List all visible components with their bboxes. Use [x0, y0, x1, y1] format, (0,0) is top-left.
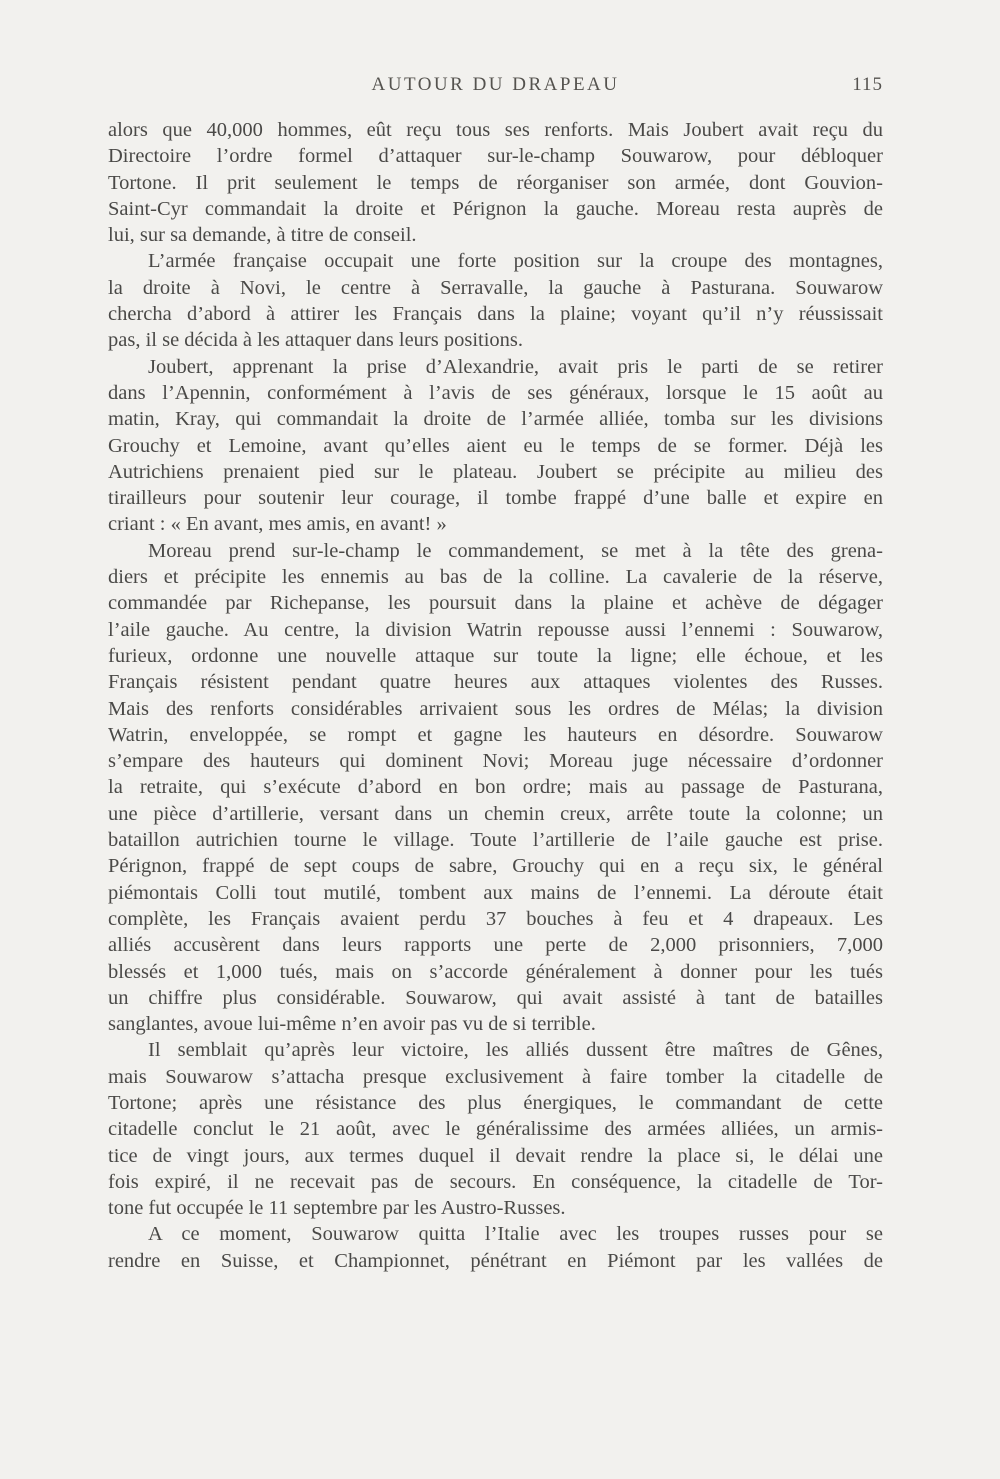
text-line: tirailleurs pour soutenir leur courage, il tombe frappé d’une balle et expire en [108, 487, 883, 510]
text-line: Moreau prend sur-le-champ le commandement, se met à la tête des grena- [148, 539, 883, 562]
text-line: diers et précipite les ennemis au bas de la colline. La cavalerie de la réserve, [108, 566, 883, 589]
text-line: Mais des renforts considérables arrivaient sous les ordres de Mélas; la division [108, 697, 883, 720]
text-line: Directoire l’ordre formel d’attaquer sur-le-champ Souwarow, pour débloquer [108, 145, 883, 168]
text-line: furieux, ordonne une nouvelle attaque sur toute la ligne; elle échoue, et les [108, 644, 883, 667]
body-text [108, 117, 883, 1274]
text-line: blessés et 1,000 tués, mais on s’accorde généralement à donner pour les tués [108, 960, 883, 983]
text-line: L’armée française occupait une forte position sur la croupe des montagnes, [148, 250, 883, 273]
text-line: sanglantes, avoue lui-même n’en avoir pas vu de si terrible. [108, 1013, 596, 1036]
text-line: tice de vingt jours, aux termes duquel il devait rendre la place si, le délai une [108, 1144, 883, 1167]
text-line: complète, les Français avaient perdu 37 bouches à feu et 4 drapeaux. Les [108, 907, 883, 930]
text-line: piémontais Colli tout mutilé, tombent aux mains de l’ennemi. La déroute était [108, 881, 883, 904]
text-line: citadelle conclut le 21 août, avec le généralissime des armées alliées, un armis- [108, 1118, 883, 1141]
text-line: rendre en Suisse, et Championnet, pénétrant en Piémont par les vallées de [108, 1249, 883, 1272]
text-line: pas, il se décida à les attaquer dans leurs positions. [108, 329, 524, 352]
text-line: matin, Kray, qui commandait la droite de l’armée alliée, tomba sur les divisions [108, 408, 883, 431]
text-line: un chiffre plus considérable. Souwarow, qui avait assisté à tant de batailles [108, 986, 883, 1009]
text-line: Grouchy et Lemoine, avant qu’elles aient eu le temps de se former. Déjà les [108, 434, 883, 457]
text-line: Il semblait qu’après leur victoire, les alliés dussent être maîtres de Gênes, [148, 1039, 883, 1062]
text-line: s’empare des hauteurs qui dominent Novi; Moreau juge nécessaire d’ordonner [108, 750, 883, 773]
text-line: la retraite, qui s’exécute d’abord en bon ordre; mais au passage de Pasturana, [108, 776, 883, 799]
text-line: Pérignon, frappé de sept coups de sabre, Grouchy qui en a reçu six, le général [108, 855, 883, 878]
text-line: Tortone; après une résistance des plus énergiques, le commandant de cette [108, 1091, 883, 1114]
text-line: bataillon autrichien tourne le village. Toute l’artillerie de l’aile gauche est prise. [108, 829, 883, 852]
text-line: l’aile gauche. Au centre, la division Watrin repousse aussi l’ennemi : Souwarow, [108, 618, 883, 641]
text-line: une pièce d’artillerie, versant dans un chemin creux, arrête toute la colonne; un [108, 802, 883, 825]
text-line: fois expiré, il ne recevait pas de secours. En conséquence, la citadelle de Tor- [108, 1170, 883, 1193]
text-line: lui, sur sa demande, à titre de conseil. [108, 224, 417, 247]
text-line: Watrin, enveloppée, se rompt et gagne les hauteurs en désordre. Souwarow [108, 723, 883, 746]
text-line: mais Souwarow s’attacha presque exclusivement à faire tomber la citadelle de [108, 1065, 883, 1088]
text-line: commandée par Richepanse, les poursuit dans la plaine et achève de dégager [108, 592, 883, 615]
text-line: Français résistent pendant quatre heures aux attaques violentes des Russes. [108, 671, 883, 694]
text-line: A ce moment, Souwarow quitta l’Italie avec les troupes russes pour se [148, 1223, 883, 1246]
text-line: Tortone. Il prit seulement le temps de réorganiser son armée, dont Gouvion- [108, 171, 883, 194]
text-line: tone fut occupée le 11 septembre par les Austro-Russes. [108, 1197, 566, 1220]
text-line: criant : « En avant, mes amis, en avant! » [108, 513, 447, 536]
text-line: dans l’Apennin, conformément à l’avis de ses généraux, lorsque le 15 août au [108, 381, 883, 404]
text-line: Saint-Cyr commandait la droite et Pérignon la gauche. Moreau resta auprès de [108, 197, 883, 220]
text-line: alliés accusèrent dans leurs rapports une perte de 2,000 prisonniers, 7,000 [108, 934, 883, 957]
text-line: alors que 40,000 hommes, eût reçu tous ses renforts. Mais Joubert avait reçu du [108, 119, 883, 141]
text-line: Autrichiens prenaient pied sur le plateau. Joubert se précipite au milieu des [108, 460, 883, 483]
running-title: AUTOUR DU DRAPEAU [371, 74, 620, 95]
text-line: chercha d’abord à attirer les Français dans la plaine; voyant qu’il n’y réussissait [108, 303, 883, 326]
text-line: Joubert, apprenant la prise d’Alexandrie, avait pris le parti de se retirer [148, 355, 883, 378]
running-head [108, 74, 883, 102]
page-number: 115 [852, 74, 883, 95]
text-line: la droite à Novi, le centre à Serravalle, la gauche à Pasturana. Souwarow [108, 276, 883, 299]
